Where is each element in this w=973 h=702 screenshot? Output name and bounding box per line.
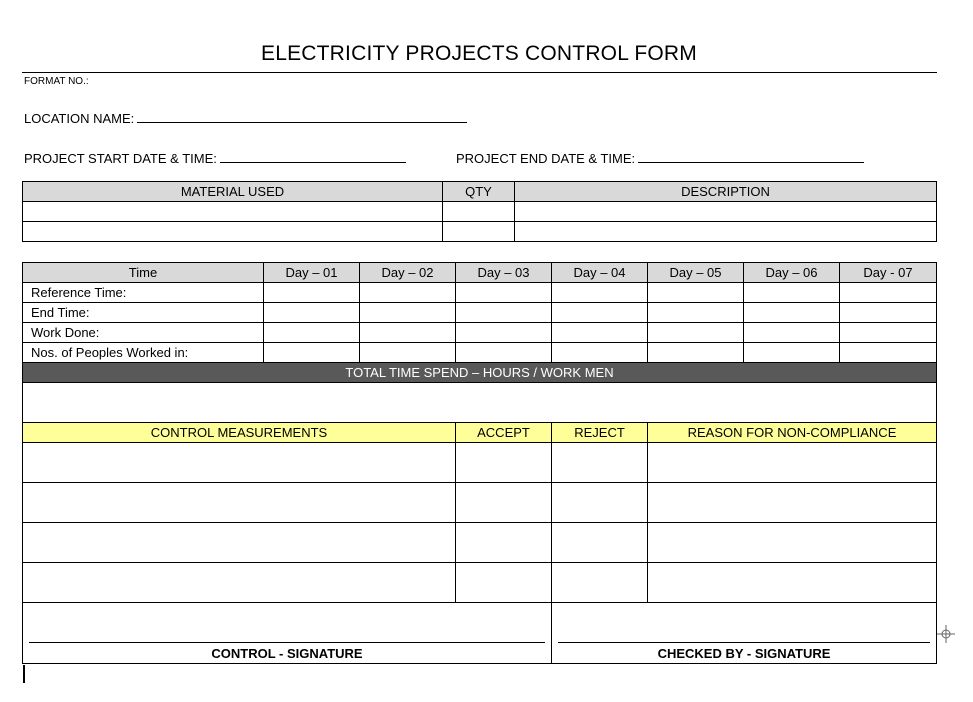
day-cell[interactable]	[264, 343, 360, 363]
day-cell[interactable]	[264, 283, 360, 303]
accept-cell[interactable]	[456, 443, 552, 483]
day-cell[interactable]	[648, 343, 744, 363]
day-cell[interactable]	[360, 323, 456, 343]
control-row	[23, 563, 937, 603]
accept-cell[interactable]	[456, 523, 552, 563]
day-cell[interactable]	[744, 283, 840, 303]
day-cell[interactable]	[264, 323, 360, 343]
day-cell[interactable]	[552, 303, 648, 323]
total-time-entry-row	[23, 383, 937, 423]
end-time-label: End Time:	[23, 303, 264, 323]
title-rule	[22, 72, 937, 73]
reason-cell[interactable]	[648, 443, 937, 483]
control-signature-label: CONTROL - SIGNATURE	[211, 646, 363, 661]
day-cell[interactable]	[552, 283, 648, 303]
start-blank[interactable]	[220, 150, 406, 163]
day-02-header: Day – 02	[360, 263, 456, 283]
day-cell[interactable]	[744, 343, 840, 363]
control-measure-cell[interactable]	[23, 483, 456, 523]
day-cell[interactable]	[840, 323, 937, 343]
day-cell[interactable]	[744, 323, 840, 343]
materials-table	[22, 181, 937, 242]
accept-cell[interactable]	[456, 483, 552, 523]
day-cell[interactable]	[840, 343, 937, 363]
day-cell[interactable]	[648, 283, 744, 303]
reason-cell[interactable]	[648, 483, 937, 523]
reject-cell[interactable]	[552, 483, 648, 523]
day-cell[interactable]	[456, 283, 552, 303]
day-cell[interactable]	[552, 323, 648, 343]
description-cell[interactable]	[515, 222, 937, 242]
reject-cell[interactable]	[552, 443, 648, 483]
end-label: PROJECT END DATE & TIME:	[456, 151, 636, 166]
day-cell[interactable]	[744, 303, 840, 323]
day-cell[interactable]	[360, 283, 456, 303]
day-cell[interactable]	[648, 323, 744, 343]
location-row	[24, 110, 467, 126]
control-measure-cell[interactable]	[23, 443, 456, 483]
day-04-header: Day – 04	[552, 263, 648, 283]
control-row	[23, 523, 937, 563]
day-05-header: Day – 05	[648, 263, 744, 283]
control-signature-line	[29, 642, 545, 643]
qty-cell[interactable]	[443, 222, 515, 242]
accept-header: ACCEPT	[456, 423, 552, 443]
checked-signature-line	[558, 642, 930, 643]
materials-row	[23, 222, 937, 242]
control-measure-cell[interactable]	[23, 523, 456, 563]
day-cell[interactable]	[648, 303, 744, 323]
total-time-entry[interactable]	[23, 383, 937, 423]
start-row	[24, 150, 406, 166]
control-measure-cell[interactable]	[23, 563, 456, 603]
day-cell[interactable]	[456, 303, 552, 323]
location-blank[interactable]	[137, 110, 467, 123]
reject-header: REJECT	[552, 423, 648, 443]
qty-cell[interactable]	[443, 202, 515, 222]
description-header: DESCRIPTION	[515, 182, 937, 202]
qty-header: QTY	[443, 182, 515, 202]
day-06-header: Day – 06	[744, 263, 840, 283]
control-signature-cell[interactable]	[23, 603, 552, 664]
day-cell[interactable]	[456, 323, 552, 343]
signature-row	[23, 603, 937, 664]
reject-cell[interactable]	[552, 523, 648, 563]
day-cell[interactable]	[840, 283, 937, 303]
time-row-end	[23, 303, 937, 323]
end-row	[456, 150, 864, 166]
work-done-label: Work Done:	[23, 323, 264, 343]
materials-row	[23, 202, 937, 222]
control-header-row	[23, 423, 937, 443]
day-cell[interactable]	[552, 343, 648, 363]
day-cell[interactable]	[840, 303, 937, 323]
time-row-reference	[23, 283, 937, 303]
end-blank[interactable]	[638, 150, 864, 163]
description-cell[interactable]	[515, 202, 937, 222]
peoples-worked-label: Nos. of Peoples Worked in:	[23, 343, 264, 363]
time-row-peoples	[23, 343, 937, 363]
checked-signature-cell[interactable]	[552, 603, 937, 664]
time-control-table	[22, 262, 937, 664]
total-time-band: TOTAL TIME SPEND – HOURS / WORK MEN	[23, 363, 937, 383]
material-cell[interactable]	[23, 202, 443, 222]
accept-cell[interactable]	[456, 563, 552, 603]
material-used-header: MATERIAL USED	[23, 182, 443, 202]
time-header: Time	[23, 263, 264, 283]
day-cell[interactable]	[360, 303, 456, 323]
total-time-band-row	[23, 363, 937, 383]
control-row	[23, 483, 937, 523]
reason-cell[interactable]	[648, 523, 937, 563]
start-label: PROJECT START DATE & TIME:	[24, 151, 217, 166]
day-cell[interactable]	[264, 303, 360, 323]
reference-time-label: Reference Time:	[23, 283, 264, 303]
day-07-header: Day - 07	[840, 263, 937, 283]
day-03-header: Day – 03	[456, 263, 552, 283]
day-cell[interactable]	[360, 343, 456, 363]
control-measurements-header: CONTROL MEASUREMENTS	[23, 423, 456, 443]
reason-cell[interactable]	[648, 563, 937, 603]
day-01-header: Day – 01	[264, 263, 360, 283]
crosshair-icon[interactable]	[937, 625, 955, 643]
material-cell[interactable]	[23, 222, 443, 242]
control-row	[23, 443, 937, 483]
day-cell[interactable]	[456, 343, 552, 363]
text-cursor	[23, 665, 25, 683]
reason-header: REASON FOR NON-COMPLIANCE	[648, 423, 937, 443]
time-row-work-done	[23, 323, 937, 343]
checked-signature-label: CHECKED BY - SIGNATURE	[657, 646, 831, 661]
form-title: ELECTRICITY PROJECTS CONTROL FORM	[261, 42, 697, 65]
format-no-label: FORMAT NO.:	[24, 76, 89, 87]
location-label: LOCATION NAME:	[24, 111, 135, 126]
time-header-row	[23, 263, 937, 283]
materials-header-row	[23, 182, 937, 202]
reject-cell[interactable]	[552, 563, 648, 603]
